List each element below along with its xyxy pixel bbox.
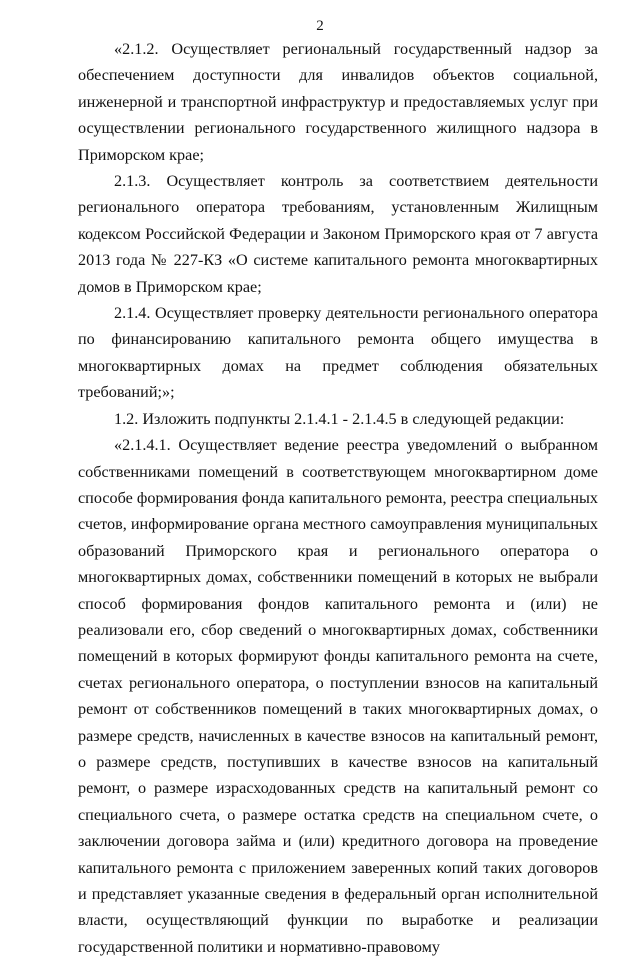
paragraph-2-1-4: 2.1.4. Осуществляет проверку деятельности регионального оператора по финансированию капитального ремонта общего имущества в многоквартирных домах на предмет соблюдения обязательных требований;»; [78, 304, 598, 402]
paragraph-2-1-3: 2.1.3. Осуществляет контроль за соответствием деятельности регионального оператора требованиям, установленным Жилищным кодексом Российской Федерации и Законом Приморского края от 7 августа 2013 года № 227-КЗ «О системе капитального ремонта многоквартирных домов в Приморском крае; [78, 172, 598, 296]
document-body [78, 36, 598, 960]
paragraph-2-1-4-1: «2.1.4.1. Осуществляет ведение реестра уведомлений о выбранном собственниками помещений в соответствующем многоквартирном доме способе формирования фонда капитального ремонта, реестра специальных счетов, информирование органа местного самоуправления муниципальных образований Приморского края и регионального оператора о многоквартирных домах, собственники помещений в которых не выбрали способ формирования фондов капитального ремонта и (или) не реализовали его, сбор сведений о многоквартирных домах, собственники помещений в которых формируют фонды капитального ремонта на счете, счетах регионального оператора, о поступлении взносов на капитальный ремонт от собственников помещений в таких многоквартирных домах, о размере средств, начисленных в качестве взносов на капитальный ремонт, о размере средств, поступивших в качестве взносов на капитальный ремонт, о размере израсходованных средств на капитальный ремонт со специального счета, о размере остатка средств на специальном счете, о заключении договора займа и (или) кредитного договора на проведение капитального ремонта с приложением заверенных копий таких договоров и представляет указанные сведения в федеральный орган исполнительной власти, осуществляющий функции по выработке и реализации государственной политики и нормативно-правовому [78, 436, 598, 956]
paragraph-1-2: 1.2. Изложить подпункты 2.1.4.1 - 2.1.4.5 в следующей редакции: [114, 409, 565, 428]
paragraph-2-1-2: «2.1.2. Осуществляет региональный государственный надзор за обеспечением доступности для инвалидов объектов социальной, инженерной и транспортной инфраструктур и предоставляемых услуг при осуществлении регионального государственного жилищного надзора в Приморском крае; [78, 40, 598, 164]
page-number: 2 [316, 18, 324, 34]
